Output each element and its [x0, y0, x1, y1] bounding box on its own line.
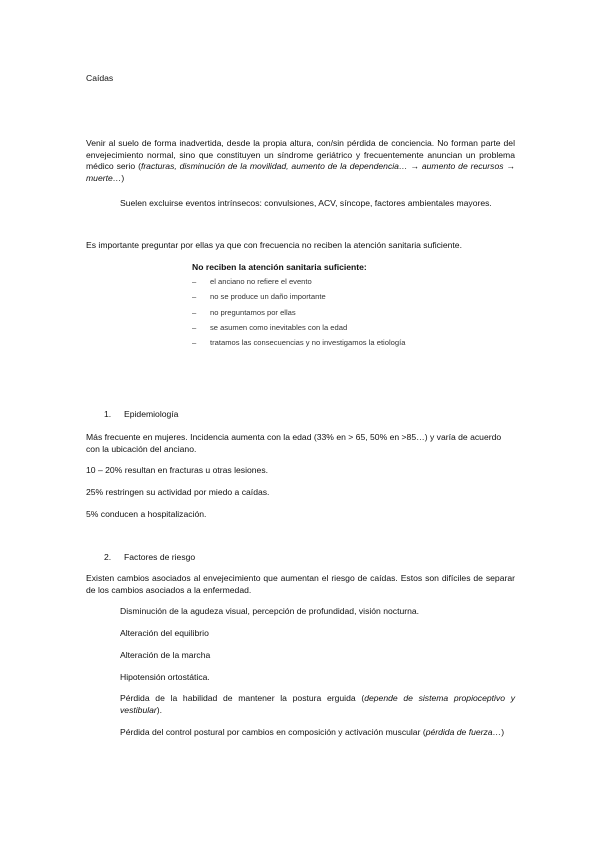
section-heading-epidemiologia	[104, 409, 178, 421]
risk-factor-item	[120, 693, 515, 716]
risk-factor-item	[120, 628, 515, 640]
risk-factor-text: Pérdida del control postural por cambios en composición y activación muscular (	[120, 727, 426, 737]
risk-factor-text: Alteración del equilibrio	[120, 628, 209, 638]
risk-factor-italic-text: pérdida de fuerza…	[425, 727, 502, 737]
risk-factor-item	[120, 672, 515, 684]
epidemiology-paragraph: Más frecuente en mujeres. Incidencia aumenta con la edad (33% en > 65, 50% en >85…) y varía de acuerdo con la ubicación del anciano.	[86, 432, 502, 454]
bullet-dash: –	[192, 292, 197, 302]
list-item-text: tratamos las consecuencias y no investigamos la etiología	[210, 338, 406, 348]
risk-factor-text-end: ).	[156, 704, 163, 715]
no-care-list	[192, 277, 412, 353]
risk-factor-text-end: )	[501, 727, 505, 737]
document-title: Caídas	[86, 73, 114, 83]
risk-factor-text: Alteración de la marcha	[120, 650, 211, 660]
risk-factor-text: Pérdida de la habilidad de mantener la postura erguida (	[120, 693, 365, 703]
risk-factor-item	[120, 650, 515, 662]
intro-paragraph	[86, 138, 515, 184]
epidemiology-paragraph: 5% conducen a hospitalización.	[86, 509, 207, 519]
risk-factor-item	[120, 727, 515, 739]
epidemiology-paragraph: 10 – 20% resultan en fracturas u otras lesiones.	[86, 465, 269, 475]
section-heading-factores-de-riesgo	[104, 552, 195, 564]
risk-intro-paragraph: Existen cambios asociados al envejecimiento que aumentan el riesgo de caídas. Estos son difíciles de separar de los cambios asociados a la enfermedad.	[86, 573, 515, 595]
epidemiology-paragraph: 25% restringen su actividad por miedo a caídas.	[86, 487, 270, 497]
list-item-text: se asumen como inevitables con la edad	[210, 322, 348, 332]
section-number: 1.	[104, 409, 112, 419]
section-title: Factores de riesgo	[124, 552, 196, 562]
risk-factor-item	[120, 606, 515, 618]
intro-italic-text: fracturas, disminución de la movilidad, aumento de la dependencia… → aumento de recursos → muerte…	[86, 161, 515, 183]
section-number: 2.	[104, 552, 112, 562]
bullet-dash: –	[192, 277, 197, 286]
bullet-dash: –	[192, 338, 197, 348]
list-item-text: no preguntamos por ellas	[210, 307, 296, 317]
list-item-text: no se produce un daño importante	[210, 292, 326, 302]
bullet-dash: –	[192, 322, 197, 332]
list-item	[192, 323, 412, 333]
exclusion-note: Suelen excluirse eventos intrínsecos: convulsiones, ACV, síncope, factores ambientales mayores.	[120, 198, 492, 208]
list-item	[192, 308, 412, 318]
intro-text-end: )	[121, 172, 125, 183]
risk-factor-italic-text: depende de sistema propioceptivo y vestibular	[120, 693, 515, 715]
risk-factor-text: Disminución de la agudeza visual, percepción de profundidad, visión nocturna.	[120, 606, 420, 616]
list-item-text: el anciano no refiere el evento	[210, 277, 312, 286]
important-note: Es importante preguntar por ellas ya que con frecuencia no reciben la atención sanitaria suficiente.	[86, 240, 462, 250]
risk-factor-text: Hipotensión ortostática.	[120, 672, 210, 682]
list-item	[192, 277, 412, 287]
bullet-dash: –	[192, 307, 197, 317]
no-care-heading: No reciben la atención sanitaria suficiente:	[192, 262, 367, 272]
list-item	[192, 292, 412, 302]
intro-text: Venir al suelo de forma inadvertida, desde la propia altura, con/sin pérdida de conciencia. No forman parte del envejecimiento normal, sino que constituyen un síndrome geriátrico y frecuentemente anuncian un problema médico serio (	[86, 138, 515, 171]
list-item	[192, 338, 412, 348]
section-title: Epidemiología	[124, 409, 179, 419]
